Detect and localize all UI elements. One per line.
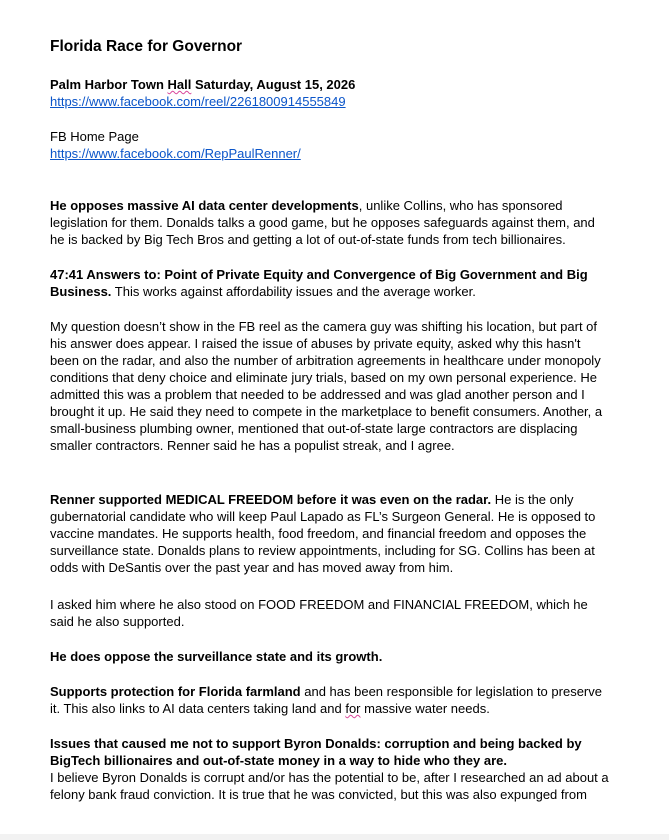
paragraph-text: This works against affordability issues and the average worker. [111,284,476,299]
paragraph-bold-lead: Renner supported MEDICAL FREEDOM before it was even on the radar. [50,492,492,507]
paragraph-text: He is the only gubernatorial candidate who will keep Paul Lapado as FL’s Surgeon General. He is opposed to vaccine mandates. He supports health, food freedom, and financial freedom and opposes the surveillance state. Donalds plans to review appointments, including for SG. Collins has been at odds with DeSantis over the past year and has moved away from him. [50,492,596,575]
paragraph-farmland [50,683,610,717]
spellcheck-word: Hall [167,77,192,92]
paragraph-text: I believe Byron Donalds is corrupt and/or has the potential to be, after I researched an ad about a felony bank fraud conviction. It is true that he was convicted, but this was also expunged from [50,770,609,802]
paragraph-question-answer: My question doesn’t show in the FB reel as the camera guy was shifting his location, but part of his answer does appear. I raised the issue of abuses by private equity, asked why this hasn't been on the radar, and also the number of arbitration agreements in healthcare under monopoly conditions that deny choice and eliminate jury trials, based on my own personal experience. He admitted this was a problem that needed to be addressed and was glad another person and I brought it up. He said they need to compete in the marketplace to benefit consumers. Another, a small-business plumbing owner, mentioned that out-of-state large contractors are displacing smaller contractors. Renner said he has a populist streak, and I agree. [50,319,603,453]
town-hall-heading [50,76,355,93]
home-page-label: FB Home Page [50,129,139,144]
town-hall-date: Saturday, August 15, 2026 [191,77,356,92]
home-page-link[interactable]: https://www.facebook.com/RepPaulRenner/ [50,146,301,161]
spellcheck-word: for [345,701,361,716]
document-title: Florida Race for Governor [50,38,243,55]
paragraph-donalds-issues [50,735,610,803]
paragraph-surveillance-state: He does oppose the surveillance state and its growth. [50,649,383,664]
paragraph-ai-data-centers [50,197,610,248]
paragraph-bold-lead: Supports protection for Florida farmland [50,684,301,699]
paragraph-bold-lead: 47:41 Answers to: Point of Private Equity and Convergence of Big Government and Big Business. [50,267,588,299]
paragraph-food-financial-freedom: I asked him where he also stood on FOOD FREEDOM and FINANCIAL FREEDOM, which he said he also supported. [50,597,588,629]
paragraph-text: massive water needs. [360,701,490,716]
town-hall-reel-link[interactable]: https://www.facebook.com/reel/2261800914555849 [50,94,346,109]
paragraph-text: , unlike Collins, who has sponsored legislation for them. Donalds talks a good game, but he opposes safeguards against them, and he is backed by Big Tech Bros and getting a lot of out-of-state funds from tech billionaires. [50,198,595,247]
paragraph-bold-lead: He opposes massive AI data center developments [50,198,359,213]
town-hall-text: Palm Harbor Town [50,77,168,92]
paragraph-private-equity [50,266,610,300]
paragraph-bold-lead: Issues that caused me not to support Byron Donalds: corruption and being backed by BigTech billionaires and out-of-state money in a way to hide who they are. [50,736,582,768]
paragraph-text: and has been responsible for legislation to preserve it. This also links to AI data centers taking land and [50,684,602,716]
paragraph-medical-freedom [50,491,610,576]
